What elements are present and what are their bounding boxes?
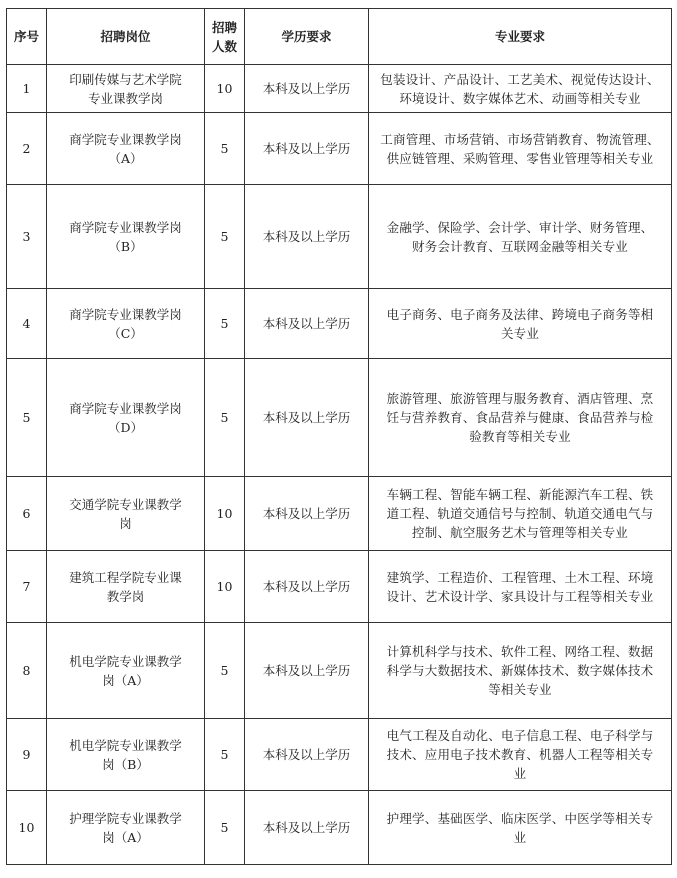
- row-education: [245, 551, 369, 623]
- row-major: [369, 113, 672, 185]
- row-major: [369, 551, 672, 623]
- count-text: 10: [216, 579, 233, 594]
- row-number: [7, 65, 47, 113]
- row-major: [369, 289, 672, 359]
- recruitment-table: [6, 8, 672, 865]
- table-row: [7, 65, 672, 113]
- count-text: 10: [216, 81, 233, 96]
- count-text: 5: [220, 316, 229, 331]
- position-line-2: （C）: [108, 325, 143, 341]
- major-line-3: 控制、航空服务艺术与管理等相关专业: [412, 525, 628, 540]
- table-row: [7, 477, 672, 551]
- count-text: 10: [216, 506, 233, 521]
- row-major: [369, 719, 672, 791]
- row-number-text: 5: [22, 410, 31, 425]
- table-row: [7, 551, 672, 623]
- row-position: [47, 359, 205, 477]
- row-position: [47, 791, 205, 865]
- position-line-2: 岗: [119, 515, 132, 531]
- position-line-1: 机电学院专业课教学: [69, 653, 182, 669]
- position-line-2: 岗（A）: [102, 829, 149, 845]
- position-line-1: 印刷传媒与艺术学院: [69, 71, 182, 87]
- row-count: [205, 791, 245, 865]
- row-position: [47, 65, 205, 113]
- row-number-text: 2: [22, 141, 31, 156]
- row-education: [245, 477, 369, 551]
- row-education: [245, 623, 369, 719]
- education-text: 本科及以上学历: [262, 316, 351, 331]
- row-education: [245, 113, 369, 185]
- major-line-3: 等相关专业: [488, 682, 552, 697]
- position-line-1: 护理学院专业课教学: [69, 810, 182, 826]
- row-number: [7, 477, 47, 551]
- major-line-2: 技术、应用电子技术教育、机器人工程等相关专: [386, 747, 654, 762]
- row-number: [7, 289, 47, 359]
- row-education: [245, 289, 369, 359]
- row-number-text: 7: [22, 579, 31, 594]
- row-education: [245, 359, 369, 477]
- major-line-1: 金融学、保险学、会计学、审计学、财务管理、: [386, 219, 654, 235]
- row-number-text: 3: [22, 229, 31, 244]
- row-major: [369, 623, 672, 719]
- major-line-1: 包装设计、产品设计、工艺美术、视觉传达设计、: [380, 71, 660, 87]
- position-line-2: （D）: [107, 419, 144, 435]
- major-line-2: 道工程、轨道交通信号与控制、轨道交通电气与: [386, 506, 654, 521]
- row-number-text: 8: [22, 663, 31, 678]
- row-count: [205, 359, 245, 477]
- table-row: [7, 113, 672, 185]
- row-count: [205, 289, 245, 359]
- education-text: 本科及以上学历: [262, 663, 351, 678]
- major-line-2: 饪与营养教育、食品营养与健康、食品营养与检: [386, 410, 654, 425]
- education-text: 本科及以上学历: [262, 229, 351, 244]
- major-line-1: 建筑学、工程造价、工程管理、土木工程、环境: [386, 569, 654, 585]
- major-line-1: 电气工程及自动化、电子信息工程、电子科学与: [386, 728, 654, 743]
- row-number: [7, 623, 47, 719]
- header-major: 专业要求: [369, 9, 672, 65]
- table-row: [7, 185, 672, 289]
- major-line-3: 验教育等相关专业: [469, 429, 571, 444]
- row-major: [369, 477, 672, 551]
- row-count: [205, 185, 245, 289]
- position-line-1: 商学院专业课教学岗: [69, 131, 182, 147]
- position-line-2: 岗（A）: [102, 672, 149, 688]
- row-major: [369, 359, 672, 477]
- row-major: [369, 185, 672, 289]
- row-position: [47, 623, 205, 719]
- major-line-1: 电子商务、电子商务及法律、跨境电子商务等相: [386, 306, 654, 322]
- row-position: [47, 551, 205, 623]
- row-position: [47, 719, 205, 791]
- position-line-2: 岗（B）: [102, 756, 149, 772]
- education-text: 本科及以上学历: [262, 820, 351, 835]
- row-education: [245, 185, 369, 289]
- major-line-3: 业: [513, 766, 527, 781]
- position-line-2: （B）: [108, 238, 143, 254]
- major-line-1: 工商管理、市场营销、市场营销教育、物流管理、: [380, 131, 660, 147]
- education-text: 本科及以上学历: [262, 747, 351, 762]
- major-line-1: 护理学、基础医学、临床医学、中医学等相关专: [386, 810, 654, 826]
- count-text: 5: [220, 820, 229, 835]
- table-row: [7, 719, 672, 791]
- position-line-2: 教学岗: [106, 588, 145, 604]
- row-major: [369, 65, 672, 113]
- major-line-2: 业: [513, 829, 527, 845]
- position-line-1: 商学院专业课教学岗: [69, 219, 182, 235]
- major-line-2: 设计、艺术设计学、家具设计与工程等相关专业: [386, 588, 654, 604]
- count-text: 5: [220, 747, 229, 762]
- table-row: [7, 623, 672, 719]
- table-row: [7, 791, 672, 865]
- education-text: 本科及以上学历: [262, 141, 351, 156]
- row-number-text: 4: [22, 316, 31, 331]
- row-major: [369, 791, 672, 865]
- position-line-2: （A）: [108, 150, 143, 166]
- row-number-text: 9: [22, 747, 31, 762]
- position-line-1: 商学院专业课教学岗: [69, 306, 182, 322]
- row-count: [205, 113, 245, 185]
- count-text: 5: [220, 663, 229, 678]
- position-line-1: 建筑工程学院专业课: [69, 569, 182, 585]
- row-count: [205, 65, 245, 113]
- count-text: 5: [220, 141, 229, 156]
- major-line-1: 车辆工程、智能车辆工程、新能源汽车工程、铁: [386, 487, 654, 502]
- row-count: [205, 477, 245, 551]
- major-line-2: 财务会计教育、互联网金融等相关专业: [412, 238, 628, 254]
- header-position: 招聘岗位: [47, 9, 205, 65]
- major-line-1: 旅游管理、旅游管理与服务教育、酒店管理、烹: [386, 391, 654, 406]
- major-line-1: 计算机科学与技术、软件工程、网络工程、数据: [386, 644, 654, 659]
- education-text: 本科及以上学历: [262, 410, 351, 425]
- row-count: [205, 623, 245, 719]
- major-line-2: 供应链管理、采购管理、零售业管理等相关专业: [386, 150, 654, 166]
- table-row: [7, 289, 672, 359]
- header-no: 序号: [7, 9, 47, 65]
- row-education: [245, 791, 369, 865]
- position-line-2: 专业课教学岗: [87, 90, 163, 106]
- row-position: [47, 185, 205, 289]
- row-number: [7, 113, 47, 185]
- row-position: [47, 477, 205, 551]
- position-line-1: 商学院专业课教学岗: [69, 400, 182, 416]
- row-number: [7, 719, 47, 791]
- row-number-text: 1: [22, 81, 31, 96]
- education-text: 本科及以上学历: [262, 579, 351, 594]
- row-number: [7, 359, 47, 477]
- row-number-text: 10: [18, 820, 35, 835]
- position-line-1: 交通学院专业课教学: [69, 496, 182, 512]
- table-row: [7, 359, 672, 477]
- education-text: 本科及以上学历: [262, 506, 351, 521]
- major-line-2: 环境设计、数字媒体艺术、动画等相关专业: [399, 90, 641, 106]
- row-number-text: 6: [22, 506, 31, 521]
- position-line-1: 机电学院专业课教学: [69, 737, 182, 753]
- count-text: 5: [220, 229, 229, 244]
- major-line-2: 关专业: [500, 325, 540, 341]
- header-count: [205, 9, 245, 65]
- row-number: [7, 185, 47, 289]
- row-position: [47, 113, 205, 185]
- row-number: [7, 551, 47, 623]
- count-text: 5: [220, 410, 229, 425]
- row-count: [205, 551, 245, 623]
- row-education: [245, 719, 369, 791]
- header-count-line2: 人数: [211, 38, 237, 54]
- header-education: 学历要求: [245, 9, 369, 65]
- header-count-line1: 招聘: [211, 19, 237, 35]
- education-text: 本科及以上学历: [262, 81, 351, 96]
- row-count: [205, 719, 245, 791]
- major-line-2: 科学与大数据技术、新媒体技术、数字媒体技术: [386, 663, 654, 678]
- table-header-row: [7, 9, 672, 65]
- row-position: [47, 289, 205, 359]
- row-number: [7, 791, 47, 865]
- row-education: [245, 65, 369, 113]
